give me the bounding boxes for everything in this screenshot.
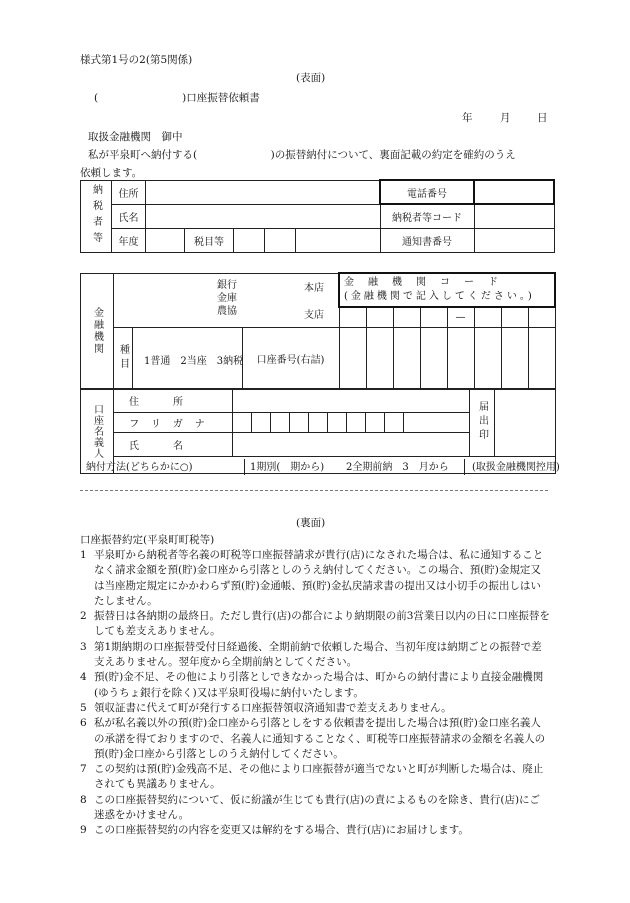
taxpayer-name-field[interactable] [146,204,381,228]
bank-group-label: 金融機関 [81,273,114,389]
account-digit-2[interactable] [366,327,393,389]
taxpayer-name-label: 氏名 [112,204,146,228]
year-label: 年度 [112,228,146,252]
bank-name-field[interactable] [114,273,340,327]
account-kind-cell[interactable] [114,327,340,389]
bank-type-bank: 銀行 [217,279,237,291]
account-digit-7[interactable] [501,327,528,389]
bank-code-dash: — [447,307,474,327]
furigana-label: フリガナ [114,412,233,432]
rule-item: 9 この口座振替契約の内容を変更又は解約をする場合、貴行(店)にお届けします。 [80,824,469,837]
account-digit-6[interactable] [474,327,501,389]
form-number: 様式第1号の2(第5関係) [80,54,193,66]
bank-code-note: (金融機関で記入してください。) [344,291,535,302]
payment-divider-1 [244,459,245,475]
seal-label: 届出印 [470,389,495,457]
date-day: 日 [537,112,548,124]
rule-item: 2 振替日は各納期の最終日。ただし貴行(店)の都合により納期限の前3営業日以内の日に口座振替をしても差支えありません。 [80,610,550,638]
furigana-cell-5[interactable] [309,412,328,432]
rule-item: 3 第1期納期の口座振替受付日経過後、全期前納で依頼した場合、当初年度は納期ごとの振替で差支えありません。翌年度から全期前納としてください。 [80,640,542,669]
rule-item: 7 この契約は預(貯)金残高不足、その他により口座振替が適当でないと町が判断した場合は、廃止されても異議ありません。 [80,763,544,791]
date-year: 年 [462,112,473,124]
request-title: ( )口座振替依頼書 [94,92,260,104]
addressee: 取扱金融機関 御中 [88,131,183,143]
rule-item: 5 領収証書に代えて町が発行する口座振替領収済通知書で差支えありません。 [80,701,452,714]
holder-name-label: 氏名 [114,432,233,456]
account-digit-3[interactable] [393,327,420,389]
furigana-cell-7[interactable] [347,412,366,432]
account-digit-4[interactable] [420,327,447,389]
bank-table [80,272,556,390]
furigana-cell-3[interactable] [271,412,290,432]
furigana-cell-8[interactable] [366,412,385,432]
bank-code-cell-2[interactable] [366,307,393,327]
year-field[interactable] [146,228,185,252]
account-kind-label: 種目 [114,328,133,389]
request-text-line2: 依頼します。 [80,167,143,179]
taxpayer-table [80,179,555,253]
rule-item: 8 この口座振替契約について、仮に紛議が生じても貴行(店)の責によるものを除き、貴行(店)にご迷惑をかけません。 [80,793,541,822]
tax-item-field-3[interactable] [296,228,381,252]
seal-field[interactable] [495,389,556,457]
holder-address-field[interactable] [233,389,470,413]
rules-list [80,548,550,839]
taxpayer-address-field[interactable] [146,180,381,204]
phone-field[interactable] [474,180,554,204]
tax-item-label: 税目等 [185,228,234,252]
furigana-cell-10[interactable] [404,412,470,432]
bank-code-cell-6[interactable] [501,307,528,327]
holder-table [80,388,560,474]
head-office-label: 本店 [304,282,324,294]
taxpayer-code-field[interactable] [474,204,554,228]
payment-option-installment[interactable]: 1期別( 期から) [250,461,325,473]
taxpayer-address-label: 住所 [112,180,146,204]
bank-type-nokyo: 農協 [217,305,237,317]
date-month: 月 [500,112,511,124]
branch-label: 支店 [304,309,324,321]
account-number-label: 口座番号(右詰) [242,328,339,389]
account-digit-5[interactable] [447,327,474,389]
back-title: 口座振替約定(平泉町町税等) [80,534,215,546]
furigana-cell-4[interactable] [290,412,309,432]
furigana-cell-6[interactable] [328,412,347,432]
notice-number-field[interactable] [474,228,554,252]
rule-item: 6 私が私名義以外の預(貯)金口座から引落としをする依頼書を提出した場合は預(貯)金口座名義人の承諾を得ておりますので、名義人に通知することなく、町税等口座振替請求の金額を名義人の預(貯)金口座から引落としのうえ納付してください。 [80,717,546,760]
furigana-cell-1[interactable] [233,412,252,432]
front-label: (表面) [296,72,326,84]
payment-option-prepay[interactable]: 2全期前納 3 月から [346,461,449,473]
bank-code-cell-7[interactable] [528,307,555,327]
cut-line [80,490,548,491]
account-kinds-options: 1普通 2当座 3納税 [144,355,244,367]
payment-divider-2 [464,459,465,475]
furigana-cell-9[interactable] [385,412,404,432]
bank-use-label: (取扱金融機関控用) [472,461,560,473]
taxpayer-code-label: 納税者等コード [380,204,474,228]
account-digit-1[interactable] [339,327,366,389]
bank-code-cell-5[interactable] [474,307,501,327]
bank-code-header [339,273,555,307]
furigana-cell-2[interactable] [252,412,271,432]
tax-item-field-2[interactable] [265,228,296,252]
phone-label: 電話番号 [380,180,474,204]
holder-name-field[interactable] [233,432,470,456]
taxpayer-group-label: 納税者等 [81,180,112,252]
back-label: (裏面) [296,517,326,529]
bank-type-shinkin: 金庫 [217,292,237,304]
rule-item: 1 平泉町から納税者等名義の町税等口座振替請求が貴行(店)になされた場合は、私に通知することなく請求金額を預(貯)金口座から引落としのうえ納付してください。この場合、預(貯)金規定又は当座勘定規定にかかわらず預(貯)金通帳、預(貯)金払戻請求書の提出又は小切手の振出しはいたしません。 [80,549,544,607]
bank-code-cell-1[interactable] [339,307,366,327]
rule-item: 4 預(貯)金不足、その他により引落としできなかった場合は、町からの納付書により直接金融機関(ゆうちょ銀行を除く)又は平泉町役場に納付いたします。 [80,671,544,699]
account-digit-8[interactable] [528,327,555,389]
holder-address-label: 住所 [114,389,233,413]
notice-number-label: 通知書番号 [380,228,474,252]
bank-code-cell-3[interactable] [393,307,420,327]
bank-code-cell-4[interactable] [420,307,447,327]
request-text-line1: 私が平泉町へ納付する( )の振替納付について、裏面記載の約定を確約のうえ [88,149,516,161]
bank-code-title: 金融機関コード [344,277,512,288]
tax-item-field-1[interactable] [234,228,265,252]
payment-method-label: 納付方法(どちらかに○) [86,461,193,473]
payment-method-row [86,456,560,473]
holder-group-label: 口座名義人 [81,389,114,474]
